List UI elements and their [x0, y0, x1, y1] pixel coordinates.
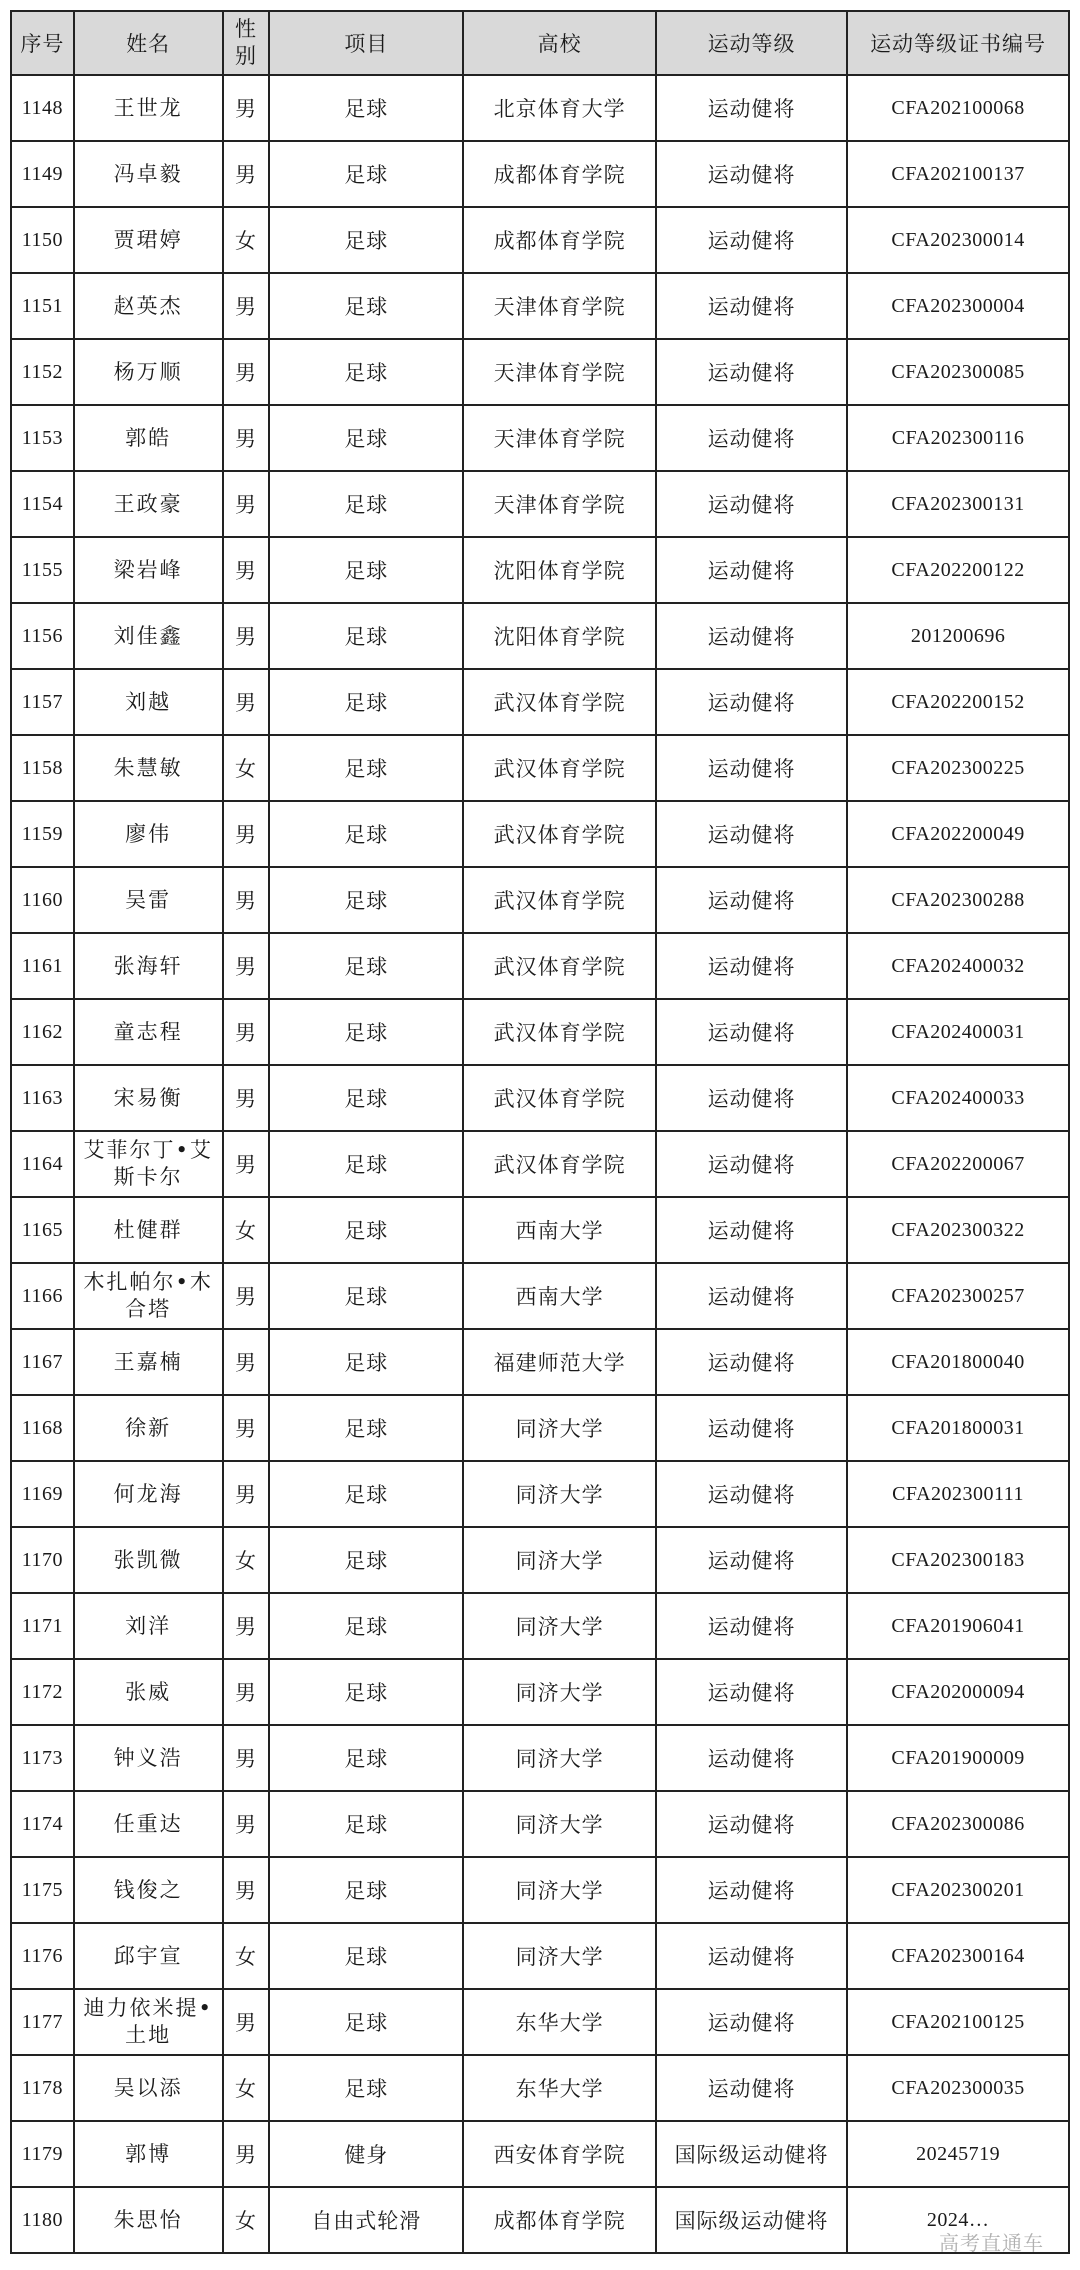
cell-name: 宋易衡 — [74, 1065, 223, 1131]
cell-cert: CFA202300085 — [847, 339, 1069, 405]
cell-sport: 足球 — [269, 1527, 463, 1593]
cell-sport: 足球 — [269, 1791, 463, 1857]
cell-name: 廖伟 — [74, 801, 223, 867]
cell-name: 王嘉楠 — [74, 1329, 223, 1395]
cell-level: 国际级运动健将 — [656, 2187, 847, 2253]
cell-school: 同济大学 — [463, 1593, 656, 1659]
cell-gender: 男 — [223, 1725, 270, 1791]
cell-school: 武汉体育学院 — [463, 1065, 656, 1131]
cell-level: 运动健将 — [656, 1395, 847, 1461]
cell-school: 福建师范大学 — [463, 1329, 656, 1395]
table-row — [11, 273, 1069, 339]
cell-cert: CFA202300086 — [847, 1791, 1069, 1857]
table-row — [11, 537, 1069, 603]
cell-sport: 足球 — [269, 735, 463, 801]
table-row — [11, 2187, 1069, 2253]
table-row — [11, 1923, 1069, 1989]
cell-name: 王政豪 — [74, 471, 223, 537]
cell-gender: 男 — [223, 1857, 270, 1923]
cell-name: 张海轩 — [74, 933, 223, 999]
cell-cert: CFA202300288 — [847, 867, 1069, 933]
cell-level: 运动健将 — [656, 207, 847, 273]
cell-level: 运动健将 — [656, 1923, 847, 1989]
cell-school: 成都体育学院 — [463, 207, 656, 273]
cell-level: 运动健将 — [656, 1131, 847, 1197]
table-row — [11, 207, 1069, 273]
cell-gender: 男 — [223, 1989, 270, 2055]
cell-gender: 男 — [223, 1131, 270, 1197]
table-row — [11, 141, 1069, 207]
cell-cert: CFA202100068 — [847, 75, 1069, 141]
cell-school: 沈阳体育学院 — [463, 603, 656, 669]
cell-no: 1154 — [11, 471, 74, 537]
cell-gender: 男 — [223, 1659, 270, 1725]
cell-school: 同济大学 — [463, 1725, 656, 1791]
cell-cert: CFA202300035 — [847, 2055, 1069, 2121]
cell-gender: 男 — [223, 2121, 270, 2187]
cell-level: 运动健将 — [656, 1461, 847, 1527]
table-row — [11, 1395, 1069, 1461]
cell-gender: 男 — [223, 339, 270, 405]
table-row — [11, 735, 1069, 801]
table-row — [11, 999, 1069, 1065]
cell-school: 东华大学 — [463, 2055, 656, 2121]
cell-no: 1165 — [11, 1197, 74, 1263]
cell-sport: 足球 — [269, 1461, 463, 1527]
table-row — [11, 1329, 1069, 1395]
cell-no: 1177 — [11, 1989, 74, 2055]
cell-sport: 足球 — [269, 339, 463, 405]
cell-name: 吴以添 — [74, 2055, 223, 2121]
cell-sport: 自由式轮滑 — [269, 2187, 463, 2253]
table-row — [11, 339, 1069, 405]
cell-name: 朱慧敏 — [74, 735, 223, 801]
cell-level: 运动健将 — [656, 933, 847, 999]
table-row — [11, 1989, 1069, 2055]
cell-cert: CFA202200049 — [847, 801, 1069, 867]
cell-level: 运动健将 — [656, 801, 847, 867]
cell-level: 运动健将 — [656, 1263, 847, 1329]
cell-cert: CFA201800040 — [847, 1329, 1069, 1395]
cell-cert: CFA202400032 — [847, 933, 1069, 999]
cell-gender: 男 — [223, 1461, 270, 1527]
cell-cert: CFA201900009 — [847, 1725, 1069, 1791]
cell-no: 1161 — [11, 933, 74, 999]
cell-no: 1163 — [11, 1065, 74, 1131]
cell-sport: 足球 — [269, 603, 463, 669]
cell-school: 天津体育学院 — [463, 405, 656, 471]
cell-name: 任重达 — [74, 1791, 223, 1857]
cell-sport: 足球 — [269, 1593, 463, 1659]
cell-name: 张威 — [74, 1659, 223, 1725]
cell-gender: 男 — [223, 603, 270, 669]
cell-sport: 足球 — [269, 75, 463, 141]
cell-school: 武汉体育学院 — [463, 933, 656, 999]
athlete-roster-table — [10, 10, 1070, 2254]
cell-level: 运动健将 — [656, 471, 847, 537]
cell-no: 1164 — [11, 1131, 74, 1197]
cell-no: 1151 — [11, 273, 74, 339]
cell-cert: 2024… — [847, 2187, 1069, 2253]
cell-sport: 足球 — [269, 1857, 463, 1923]
table-header — [11, 11, 1069, 75]
header-name: 姓名 — [74, 11, 223, 75]
cell-school: 同济大学 — [463, 1659, 656, 1725]
cell-sport: 足球 — [269, 867, 463, 933]
cell-sport: 足球 — [269, 2055, 463, 2121]
cell-no: 1149 — [11, 141, 74, 207]
cell-name: 徐新 — [74, 1395, 223, 1461]
cell-sport: 足球 — [269, 1131, 463, 1197]
cell-gender: 男 — [223, 1593, 270, 1659]
cell-cert: CFA202300257 — [847, 1263, 1069, 1329]
cell-no: 1178 — [11, 2055, 74, 2121]
header-cert: 运动等级证书编号 — [847, 11, 1069, 75]
cell-name: 杨万顺 — [74, 339, 223, 405]
cell-cert: CFA201906041 — [847, 1593, 1069, 1659]
cell-sport: 健身 — [269, 2121, 463, 2187]
cell-no: 1155 — [11, 537, 74, 603]
cell-sport: 足球 — [269, 933, 463, 999]
cell-level: 运动健将 — [656, 141, 847, 207]
cell-name: 吴雷 — [74, 867, 223, 933]
cell-gender: 男 — [223, 273, 270, 339]
cell-gender: 男 — [223, 405, 270, 471]
cell-sport: 足球 — [269, 1659, 463, 1725]
cell-gender: 女 — [223, 735, 270, 801]
cell-sport: 足球 — [269, 669, 463, 735]
cell-name: 迪力依米提•土地 — [74, 1989, 223, 2055]
table-row — [11, 1065, 1069, 1131]
cell-cert: CFA202200122 — [847, 537, 1069, 603]
cell-school: 北京体育大学 — [463, 75, 656, 141]
table-row — [11, 1791, 1069, 1857]
cell-level: 运动健将 — [656, 1527, 847, 1593]
watermark: 高考直通车 — [939, 2231, 1044, 2255]
cell-school: 武汉体育学院 — [463, 999, 656, 1065]
cell-sport: 足球 — [269, 1197, 463, 1263]
table-row — [11, 603, 1069, 669]
cell-gender: 女 — [223, 1527, 270, 1593]
cell-sport: 足球 — [269, 1329, 463, 1395]
table-row — [11, 1263, 1069, 1329]
cell-school: 同济大学 — [463, 1395, 656, 1461]
cell-no: 1175 — [11, 1857, 74, 1923]
cell-gender: 男 — [223, 1791, 270, 1857]
cell-name: 赵英杰 — [74, 273, 223, 339]
cell-cert: CFA202300164 — [847, 1923, 1069, 1989]
cell-name: 钱俊之 — [74, 1857, 223, 1923]
table-body — [11, 75, 1069, 2253]
cell-name: 刘洋 — [74, 1593, 223, 1659]
table-row — [11, 867, 1069, 933]
cell-sport: 足球 — [269, 207, 463, 273]
cell-cert: CFA202300014 — [847, 207, 1069, 273]
cell-sport: 足球 — [269, 1065, 463, 1131]
cell-school: 东华大学 — [463, 1989, 656, 2055]
cell-no: 1168 — [11, 1395, 74, 1461]
cell-cert: CFA202200152 — [847, 669, 1069, 735]
table-row — [11, 405, 1069, 471]
cell-gender: 男 — [223, 1263, 270, 1329]
cell-cert: CFA202300131 — [847, 471, 1069, 537]
cell-no: 1176 — [11, 1923, 74, 1989]
cell-gender: 男 — [223, 1065, 270, 1131]
cell-level: 运动健将 — [656, 339, 847, 405]
cell-school: 武汉体育学院 — [463, 735, 656, 801]
cell-name: 郭博 — [74, 2121, 223, 2187]
cell-level: 运动健将 — [656, 735, 847, 801]
cell-no: 1180 — [11, 2187, 74, 2253]
cell-school: 天津体育学院 — [463, 339, 656, 405]
cell-name: 童志程 — [74, 999, 223, 1065]
cell-name: 刘越 — [74, 669, 223, 735]
cell-level: 运动健将 — [656, 669, 847, 735]
cell-school: 同济大学 — [463, 1923, 656, 1989]
cell-no: 1153 — [11, 405, 74, 471]
cell-cert: CFA202300225 — [847, 735, 1069, 801]
cell-no: 1150 — [11, 207, 74, 273]
table-row — [11, 1857, 1069, 1923]
cell-no: 1170 — [11, 1527, 74, 1593]
header-no: 序号 — [11, 11, 74, 75]
cell-no: 1148 — [11, 75, 74, 141]
cell-name: 冯卓毅 — [74, 141, 223, 207]
cell-no: 1167 — [11, 1329, 74, 1395]
cell-sport: 足球 — [269, 1923, 463, 1989]
cell-sport: 足球 — [269, 471, 463, 537]
cell-level: 国际级运动健将 — [656, 2121, 847, 2187]
cell-school: 武汉体育学院 — [463, 669, 656, 735]
cell-cert: CFA202400031 — [847, 999, 1069, 1065]
cell-level: 运动健将 — [656, 1065, 847, 1131]
cell-cert: CFA201800031 — [847, 1395, 1069, 1461]
cell-sport: 足球 — [269, 801, 463, 867]
cell-level: 运动健将 — [656, 1197, 847, 1263]
cell-school: 武汉体育学院 — [463, 867, 656, 933]
cell-name: 郭皓 — [74, 405, 223, 471]
header-school: 高校 — [463, 11, 656, 75]
cell-no: 1157 — [11, 669, 74, 735]
cell-no: 1174 — [11, 1791, 74, 1857]
cell-level: 运动健将 — [656, 1725, 847, 1791]
table-row — [11, 1461, 1069, 1527]
cell-name: 钟义浩 — [74, 1725, 223, 1791]
cell-gender: 女 — [223, 1923, 270, 1989]
cell-sport: 足球 — [269, 405, 463, 471]
header-level: 运动等级 — [656, 11, 847, 75]
cell-no: 1172 — [11, 1659, 74, 1725]
cell-gender: 男 — [223, 75, 270, 141]
cell-name: 王世龙 — [74, 75, 223, 141]
cell-level: 运动健将 — [656, 1857, 847, 1923]
cell-level: 运动健将 — [656, 1791, 847, 1857]
table-row — [11, 2121, 1069, 2187]
cell-level: 运动健将 — [656, 1989, 847, 2055]
cell-name: 张凯微 — [74, 1527, 223, 1593]
cell-level: 运动健将 — [656, 603, 847, 669]
cell-gender: 男 — [223, 141, 270, 207]
cell-no: 1159 — [11, 801, 74, 867]
table-row — [11, 1725, 1069, 1791]
cell-cert: CFA202000094 — [847, 1659, 1069, 1725]
cell-sport: 足球 — [269, 537, 463, 603]
cell-level: 运动健将 — [656, 1659, 847, 1725]
table-row — [11, 801, 1069, 867]
cell-school: 西南大学 — [463, 1197, 656, 1263]
cell-name: 杜健群 — [74, 1197, 223, 1263]
cell-school: 西南大学 — [463, 1263, 656, 1329]
cell-level: 运动健将 — [656, 999, 847, 1065]
cell-school: 同济大学 — [463, 1857, 656, 1923]
table-row — [11, 1593, 1069, 1659]
cell-cert: CFA202300201 — [847, 1857, 1069, 1923]
cell-level: 运动健将 — [656, 75, 847, 141]
cell-level: 运动健将 — [656, 867, 847, 933]
table-row — [11, 75, 1069, 141]
header-sport: 项目 — [269, 11, 463, 75]
cell-gender: 男 — [223, 669, 270, 735]
cell-level: 运动健将 — [656, 405, 847, 471]
cell-sport: 足球 — [269, 999, 463, 1065]
cell-cert: 201200696 — [847, 603, 1069, 669]
cell-sport: 足球 — [269, 1989, 463, 2055]
cell-level: 运动健将 — [656, 1329, 847, 1395]
cell-name: 艾菲尔丁•艾斯卡尔 — [74, 1131, 223, 1197]
cell-gender: 男 — [223, 537, 270, 603]
cell-sport: 足球 — [269, 1395, 463, 1461]
cell-cert: CFA202200067 — [847, 1131, 1069, 1197]
cell-sport: 足球 — [269, 1263, 463, 1329]
cell-school: 沈阳体育学院 — [463, 537, 656, 603]
cell-level: 运动健将 — [656, 273, 847, 339]
cell-cert: CFA202300183 — [847, 1527, 1069, 1593]
cell-school: 同济大学 — [463, 1791, 656, 1857]
cell-sport: 足球 — [269, 141, 463, 207]
cell-cert: 20245719 — [847, 2121, 1069, 2187]
cell-gender: 女 — [223, 2187, 270, 2253]
cell-cert: CFA202300116 — [847, 405, 1069, 471]
cell-name: 木扎帕尔•木合塔 — [74, 1263, 223, 1329]
cell-school: 成都体育学院 — [463, 141, 656, 207]
cell-gender: 男 — [223, 1395, 270, 1461]
cell-school: 天津体育学院 — [463, 471, 656, 537]
header-gender: 性别 — [223, 11, 270, 75]
cell-no: 1179 — [11, 2121, 74, 2187]
table-row — [11, 1197, 1069, 1263]
cell-name: 何龙海 — [74, 1461, 223, 1527]
cell-no: 1160 — [11, 867, 74, 933]
table-row — [11, 669, 1069, 735]
cell-cert: CFA202300322 — [847, 1197, 1069, 1263]
cell-no: 1152 — [11, 339, 74, 405]
table-row — [11, 471, 1069, 537]
cell-no: 1169 — [11, 1461, 74, 1527]
cell-school: 天津体育学院 — [463, 273, 656, 339]
cell-school: 同济大学 — [463, 1461, 656, 1527]
cell-level: 运动健将 — [656, 2055, 847, 2121]
cell-gender: 男 — [223, 867, 270, 933]
cell-cert: CFA202300111 — [847, 1461, 1069, 1527]
cell-gender: 女 — [223, 207, 270, 273]
table-row — [11, 1659, 1069, 1725]
cell-sport: 足球 — [269, 273, 463, 339]
cell-school: 西安体育学院 — [463, 2121, 656, 2187]
cell-gender: 女 — [223, 1197, 270, 1263]
cell-cert: CFA202300004 — [847, 273, 1069, 339]
cell-no: 1166 — [11, 1263, 74, 1329]
cell-school: 同济大学 — [463, 1527, 656, 1593]
cell-no: 1173 — [11, 1725, 74, 1791]
cell-gender: 男 — [223, 999, 270, 1065]
cell-no: 1162 — [11, 999, 74, 1065]
cell-no: 1171 — [11, 1593, 74, 1659]
cell-cert: CFA202100125 — [847, 1989, 1069, 2055]
cell-name: 刘佳鑫 — [74, 603, 223, 669]
cell-school: 成都体育学院 — [463, 2187, 656, 2253]
table-row — [11, 933, 1069, 999]
header-row — [11, 11, 1069, 75]
cell-school: 武汉体育学院 — [463, 1131, 656, 1197]
table-row — [11, 1527, 1069, 1593]
cell-level: 运动健将 — [656, 1593, 847, 1659]
cell-name: 梁岩峰 — [74, 537, 223, 603]
cell-gender: 男 — [223, 801, 270, 867]
cell-cert: CFA202100137 — [847, 141, 1069, 207]
cell-sport: 足球 — [269, 1725, 463, 1791]
cell-no: 1156 — [11, 603, 74, 669]
cell-gender: 男 — [223, 1329, 270, 1395]
table-row — [11, 2055, 1069, 2121]
cell-no: 1158 — [11, 735, 74, 801]
cell-name: 邱宇宣 — [74, 1923, 223, 1989]
cell-level: 运动健将 — [656, 537, 847, 603]
cell-name: 贾珺婷 — [74, 207, 223, 273]
cell-cert: CFA202400033 — [847, 1065, 1069, 1131]
cell-gender: 男 — [223, 933, 270, 999]
cell-gender: 男 — [223, 471, 270, 537]
cell-gender: 女 — [223, 2055, 270, 2121]
table-row — [11, 1131, 1069, 1197]
cell-name: 朱思怡 — [74, 2187, 223, 2253]
cell-school: 武汉体育学院 — [463, 801, 656, 867]
